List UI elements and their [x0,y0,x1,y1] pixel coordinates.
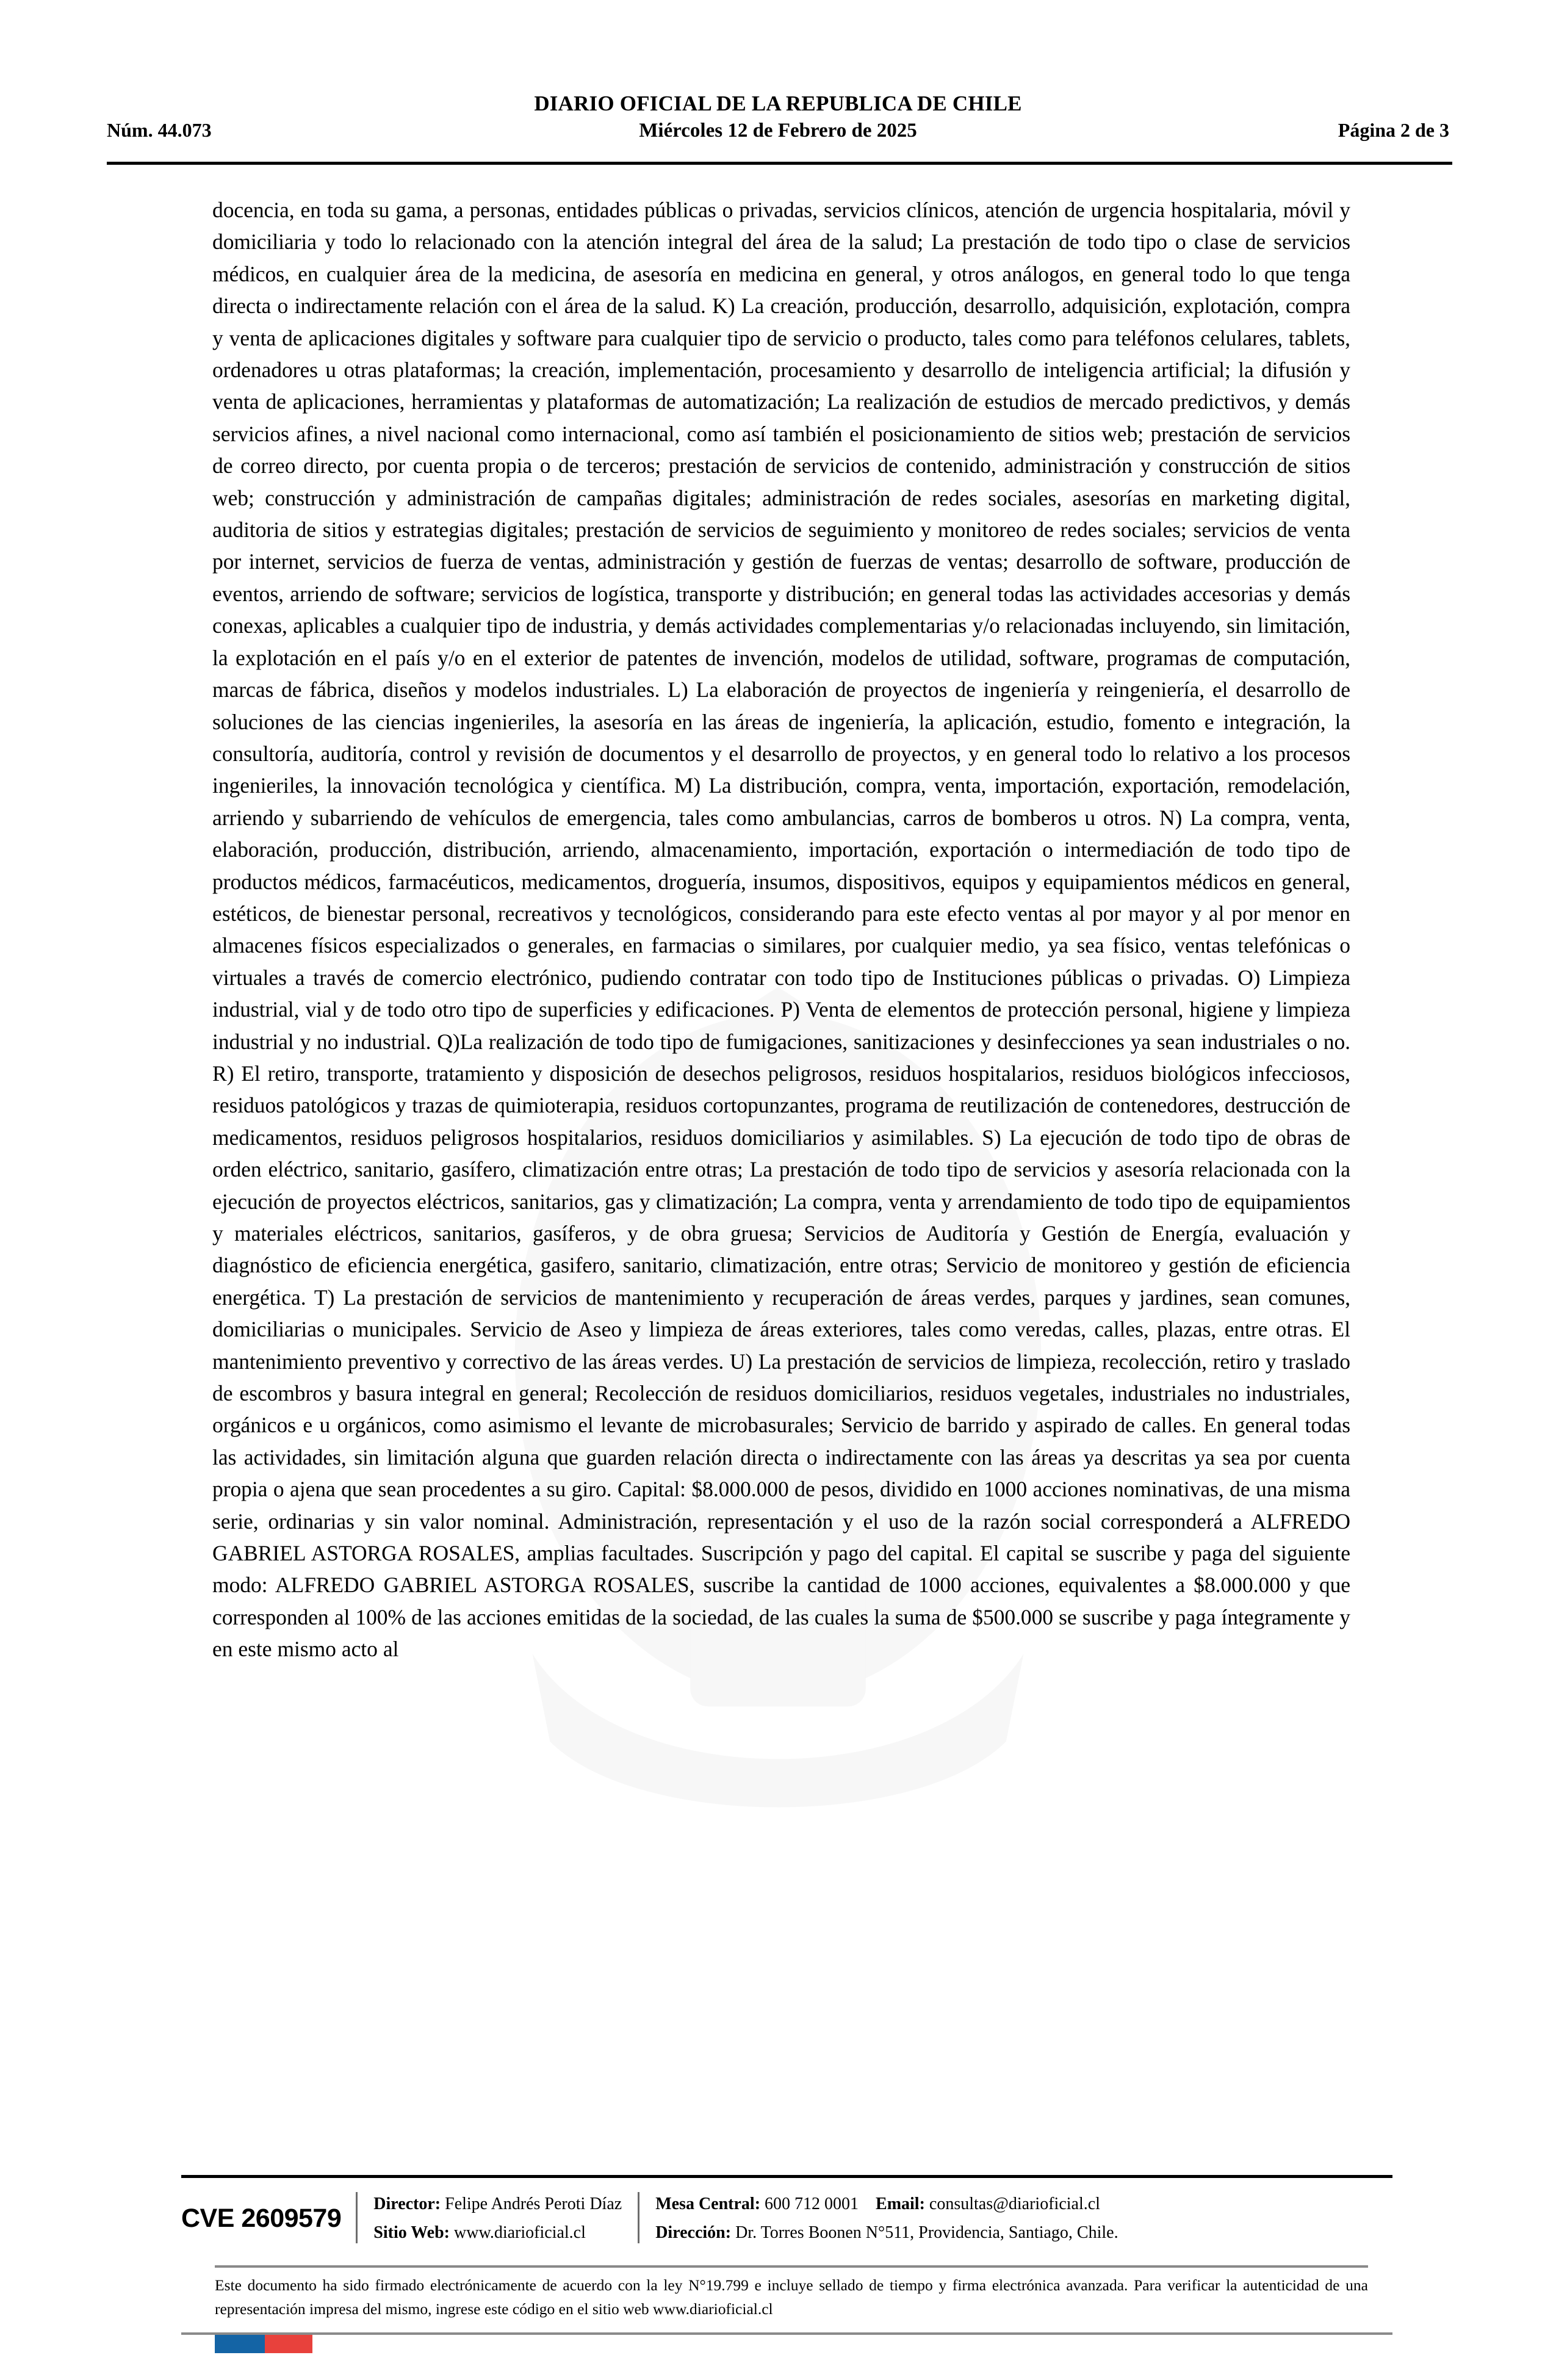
footer-contact-left [358,2190,638,2247]
address-line [655,2218,1118,2247]
masthead-details-row [107,119,1449,142]
site-label: Sitio Web: [373,2223,450,2242]
page-indicator: Página 2 de 3 [1338,119,1449,142]
document-body [212,194,1350,1665]
body-paragraph: docencia, en toda su gama, a personas, entidades públicas o privadas, servicios clínicos, atención de urgencia hospitalaria, móvil y domiciliaria y todo lo relacionado con la atención integral del área de la salud; La prestación de todo tipo o clase de servicios médicos, en cualquier área de la medicina, de asesoría en medicina en general, y otros análogos, en general todo lo que tenga directa o indirectamente relación con el área de la salud. K) La creación, producción, desarrollo, adquisición, explotación, compra y venta de aplicaciones digitales y software para cualquier tipo de servicio o producto, tales como para teléfonos celulares, tablets, ordenadores u otras plataformas; la creación, implementación, procesamiento y desarrollo de inteligencia artificial; la difusión y venta de aplicaciones, herramientas y plataformas de automatización; La realización de estudios de mercado predictivos, y demás servicios afines, a nivel nacional como internacional, como así también el posicionamiento de sitios web; prestación de servicios de correo directo, por cuenta propia o de terceros; prestación de servicios de contenido, administración y construcción de sitios web; construcción y administración de campañas digitales; administración de redes sociales, asesorías en marketing digital, auditoria de sitios y estrategias digitales; prestación de servicios de seguimiento y monitoreo de redes sociales; servicios de venta por internet, servicios de fuerza de ventas, administración y gestión de fuerzas de ventas; desarrollo de software, producción de eventos, arriendo de software; servicios de logística, transporte y distribución; en general todas las actividades accesorias y demás conexas, aplicables a cualquier tipo de industria, y demás actividades complementarias y/o relacionadas incluyendo, sin limitación, la explotación en el país y/o en el exterior de patentes de invención, modelos de utilidad, software, programas de computación, marcas de fábrica, diseños y modelos industriales. L) La elaboración de proyectos de ingeniería y reingeniería, el desarrollo de soluciones de las ciencias ingenieriles, la asesoría en las áreas de ingeniería, la aplicación, estudio, fomento e integración, la consultoría, auditoría, control y revisión de documentos y el desarrollo de proyectos, y en general todo lo relativo a los procesos ingenieriles, la innovación tecnológica y científica. M) La distribución, compra, venta, importación, exportación, remodelación, arriendo y subarriendo de vehículos de emergencia, tales como ambulancias, carros de bomberos u otros. N) La compra, venta, elaboración, producción, distribución, arriendo, almacenamiento, importación, exportación o intermediación de todo tipo de productos médicos, farmacéuticos, medicamentos, droguería, insumos, dispositivos, equipos y equipamientos médicos en general, estéticos, de bienestar personal, recreativos y tecnológicos, considerando para este efecto ventas al por mayor y al por menor en almacenes físicos especializados o generales, en farmacias o similares, por cualquier medio, ya sea físico, ventas telefónicas o virtuales a través de comercio electrónico, pudiendo contratar con todo tipo de Instituciones públicas o privadas. O) Limpieza industrial, vial y de todo otro tipo de superficies y edificaciones. P) Venta de elementos de protección personal, higiene y limpieza industrial y no industrial. Q)La realización de todo tipo de fumigaciones, sanitizaciones y desinfecciones ya sean industriales o no. R) El retiro, transporte, tratamiento y disposición de desechos peligrosos, residuos hospitalarios, residuos biológicos infecciosos, residuos patológicos y trazas de quimioterapia, residuos cortopunzantes, programa de reutilización de contenedores, destrucción de medicamentos, residuos peligrosos hospitalarios, residuos domiciliarios y asimilables. S) La ejecución de todo tipo de obras de orden eléctrico, sanitario, gasífero, climatización entre otras; La prestación de todo tipo de servicios y asesoría relacionada con la ejecución de proyectos eléctricos, sanitarios, gas y climatización; La compra, venta y arrendamiento de todo tipo de equipamientos y materiales eléctricos, sanitarios, gasíferos, y de obra gruesa; Servicios de Auditoría y Gestión de Energía, evaluación y diagnóstico de eficiencia energética, gasifero, sanitario, climatización, entre otras; Servicio de monitoreo y gestión de eficiencia energética. T) La prestación de servicios de mantenimiento y recuperación de áreas verdes, parques y jardines, sean comunes, domiciliarias o municipales. Servicio de Aseo y limpieza de áreas exteriores, tales como veredas, calles, plazas, entre otras. El mantenimiento preventivo y correctivo de las áreas verdes. U) La prestación de servicios de limpieza, recolección, retiro y traslado de escombros y basura integral en general; Recolección de residuos domiciliarios, residuos vegetales, industriales no industriales, orgánicos e u orgánicos, como asimismo el levante de microbasurales; Servicio de barrido y aspirado de calles. En general todas las actividades, sin limitación alguna que guarden relación directa o indirectamente con las áreas ya descritas ya sea por cuenta propia o ajena que sean procedentes a su giro. Capital: $8.000.000 de pesos, dividido en 1000 acciones nominativas, de una misma serie, ordinarias y sin valor nominal. Administración, representación y el uso de la razón social corresponderá a ALFREDO GABRIEL ASTORGA ROSALES, amplias facultades. Suscripción y pago del capital. El capital se suscribe y paga del siguiente modo: ALFREDO GABRIEL ASTORGA ROSALES, suscribe la cantidad de 1000 acciones, equivalentes a $8.000.000 y que corresponden al 100% de las acciones emitidas de la sociedad, de las cuales la suma de $500.000 se suscribe y paga íntegramente y en este mismo acto al [212,198,1350,1662]
site-value[interactable]: www.diarioficial.cl [454,2223,586,2242]
legal-bottom-rule [181,2332,1392,2335]
legal-notice-text: Este documento ha sido firmado electrónicamente de acuerdo con la ley N°19.799 e incluye sellado de tiempo y firma electrónica avanzada. Para verificar la autenticidad de una representación impresa del mismo, ingrese este código en el sitio web www.diarioficial.cl [215,2276,1368,2318]
director-line [373,2190,622,2218]
page-masthead [107,92,1449,142]
footer-contact-right [639,2190,1118,2247]
flag-blue-block [215,2335,265,2353]
publication-title: DIARIO OFICIAL DE LA REPUBLICA DE CHILE [534,92,1022,115]
legal-notice [215,2273,1368,2321]
issue-number: Núm. 44.073 [107,119,212,142]
address-value: Dr. Torres Boonen N°511, Providencia, Santiago, Chile. [735,2223,1118,2242]
director-value: Felipe Andrés Peroti Díaz [445,2194,622,2213]
switchboard-value: 600 712 0001 [765,2194,859,2213]
site-line [373,2218,622,2247]
legal-top-rule [215,2265,1368,2268]
director-label: Director: [373,2194,441,2213]
page-footer [181,2190,1392,2247]
cve-code: CVE 2609579 [181,2203,342,2233]
email-value[interactable]: consultas@diarioficial.cl [929,2194,1100,2213]
footer-divider-rule [181,2175,1392,2178]
address-label: Dirección: [655,2223,732,2242]
email-label: Email: [876,2194,925,2213]
chile-flag-mark [215,2335,312,2353]
header-divider-rule [107,162,1452,165]
publication-date: Miércoles 12 de Febrero de 2025 [639,120,917,142]
switchboard-label: Mesa Central: [655,2194,761,2213]
switchboard-line [655,2190,1118,2218]
flag-red-block [265,2335,312,2353]
